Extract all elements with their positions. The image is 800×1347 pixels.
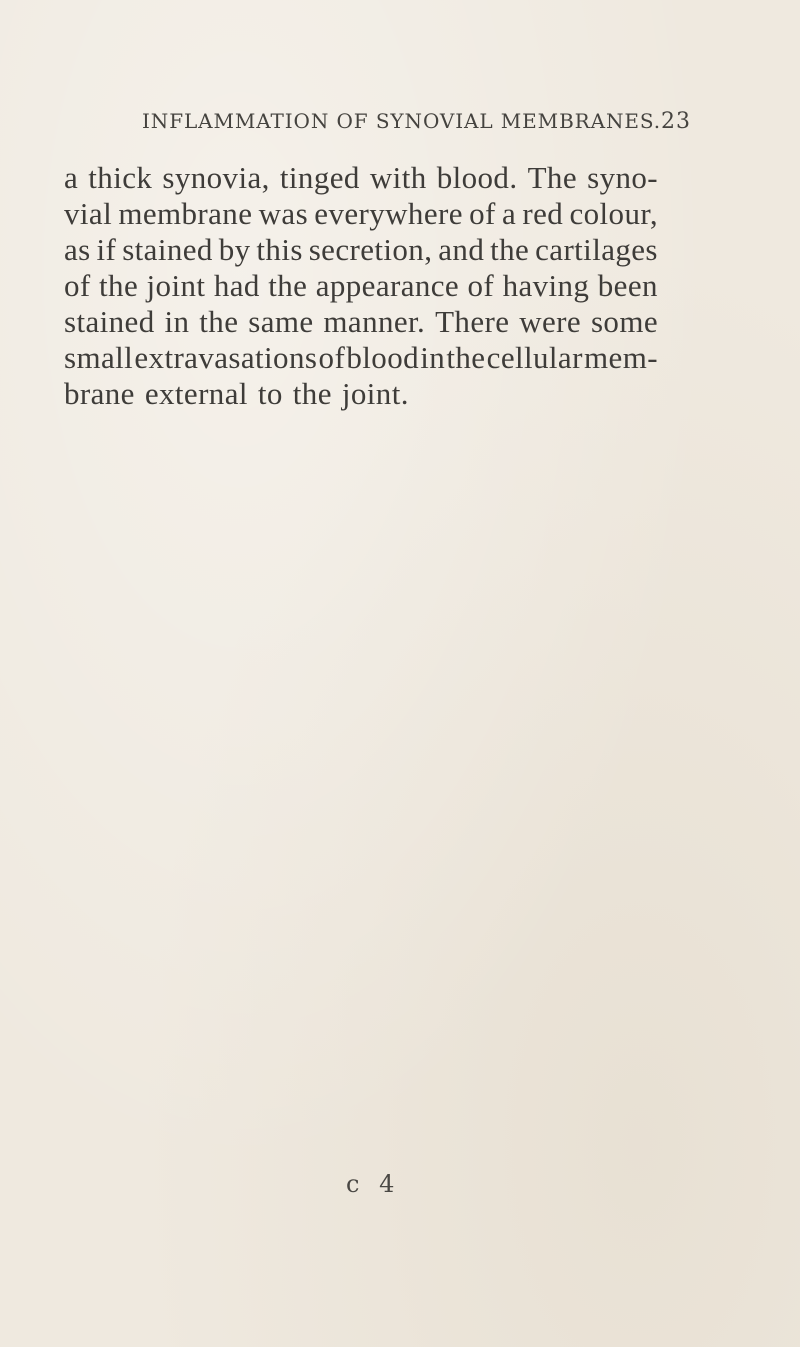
- word: as: [64, 232, 91, 267]
- word: had: [213, 268, 260, 303]
- word: vial: [64, 196, 113, 231]
- word: mem-: [584, 340, 658, 375]
- text-line: [64, 268, 658, 304]
- text-line: [64, 376, 658, 412]
- word: to: [257, 376, 283, 411]
- word: syno-: [587, 160, 658, 195]
- word: in: [164, 304, 190, 339]
- word: everywhere: [314, 196, 463, 231]
- word: synovia,: [162, 160, 270, 195]
- word: in: [420, 340, 446, 375]
- running-head: [142, 109, 692, 145]
- word: this: [256, 232, 303, 267]
- word: the: [446, 340, 486, 375]
- word: of: [469, 196, 496, 231]
- word: same: [248, 304, 314, 339]
- word: There: [435, 304, 510, 339]
- word: cartilages: [535, 232, 658, 267]
- word: were: [519, 304, 582, 339]
- word: the: [292, 376, 332, 411]
- word: blood.: [436, 160, 518, 195]
- word: The: [527, 160, 577, 195]
- word: tinged: [279, 160, 360, 195]
- word: was: [258, 196, 309, 231]
- word: joint: [146, 268, 206, 303]
- signature-mark: c 4: [346, 1170, 401, 1198]
- word: of: [318, 340, 346, 375]
- body-paragraph: [64, 160, 658, 412]
- word: the: [268, 268, 308, 303]
- word: external: [144, 376, 248, 411]
- word: a: [64, 160, 79, 195]
- word: stained: [64, 304, 155, 339]
- word: the: [490, 232, 530, 267]
- word: by: [218, 232, 251, 267]
- word: the: [99, 268, 139, 303]
- word: a: [502, 196, 517, 231]
- word: blood: [346, 340, 420, 375]
- text-line: [64, 340, 658, 376]
- text-line: [64, 160, 658, 196]
- running-head-title: INFLAMMATION OF SYNOVIAL MEMBRANES.: [142, 109, 662, 133]
- word: some: [590, 304, 658, 339]
- word: secretion,: [308, 232, 433, 267]
- word: having: [502, 268, 590, 303]
- word: colour,: [569, 196, 658, 231]
- word: if: [96, 232, 117, 267]
- word: and: [438, 232, 485, 267]
- word: small: [64, 340, 134, 375]
- word: joint.: [341, 376, 409, 411]
- word: with: [369, 160, 427, 195]
- word: been: [597, 268, 658, 303]
- word: cellular: [486, 340, 583, 375]
- word: of: [467, 268, 495, 303]
- word: of: [64, 268, 91, 303]
- word: thick: [88, 160, 153, 195]
- word: brane: [64, 376, 135, 411]
- word: extravasations: [134, 340, 318, 375]
- text-line: [64, 196, 658, 232]
- text-line: [64, 304, 658, 340]
- word: stained: [122, 232, 213, 267]
- word: manner.: [323, 304, 426, 339]
- text-line: [64, 232, 658, 268]
- word: the: [199, 304, 239, 339]
- page-number: 23: [661, 109, 692, 134]
- word: appearance: [315, 268, 460, 303]
- word: red: [522, 196, 564, 231]
- word: membrane: [118, 196, 253, 231]
